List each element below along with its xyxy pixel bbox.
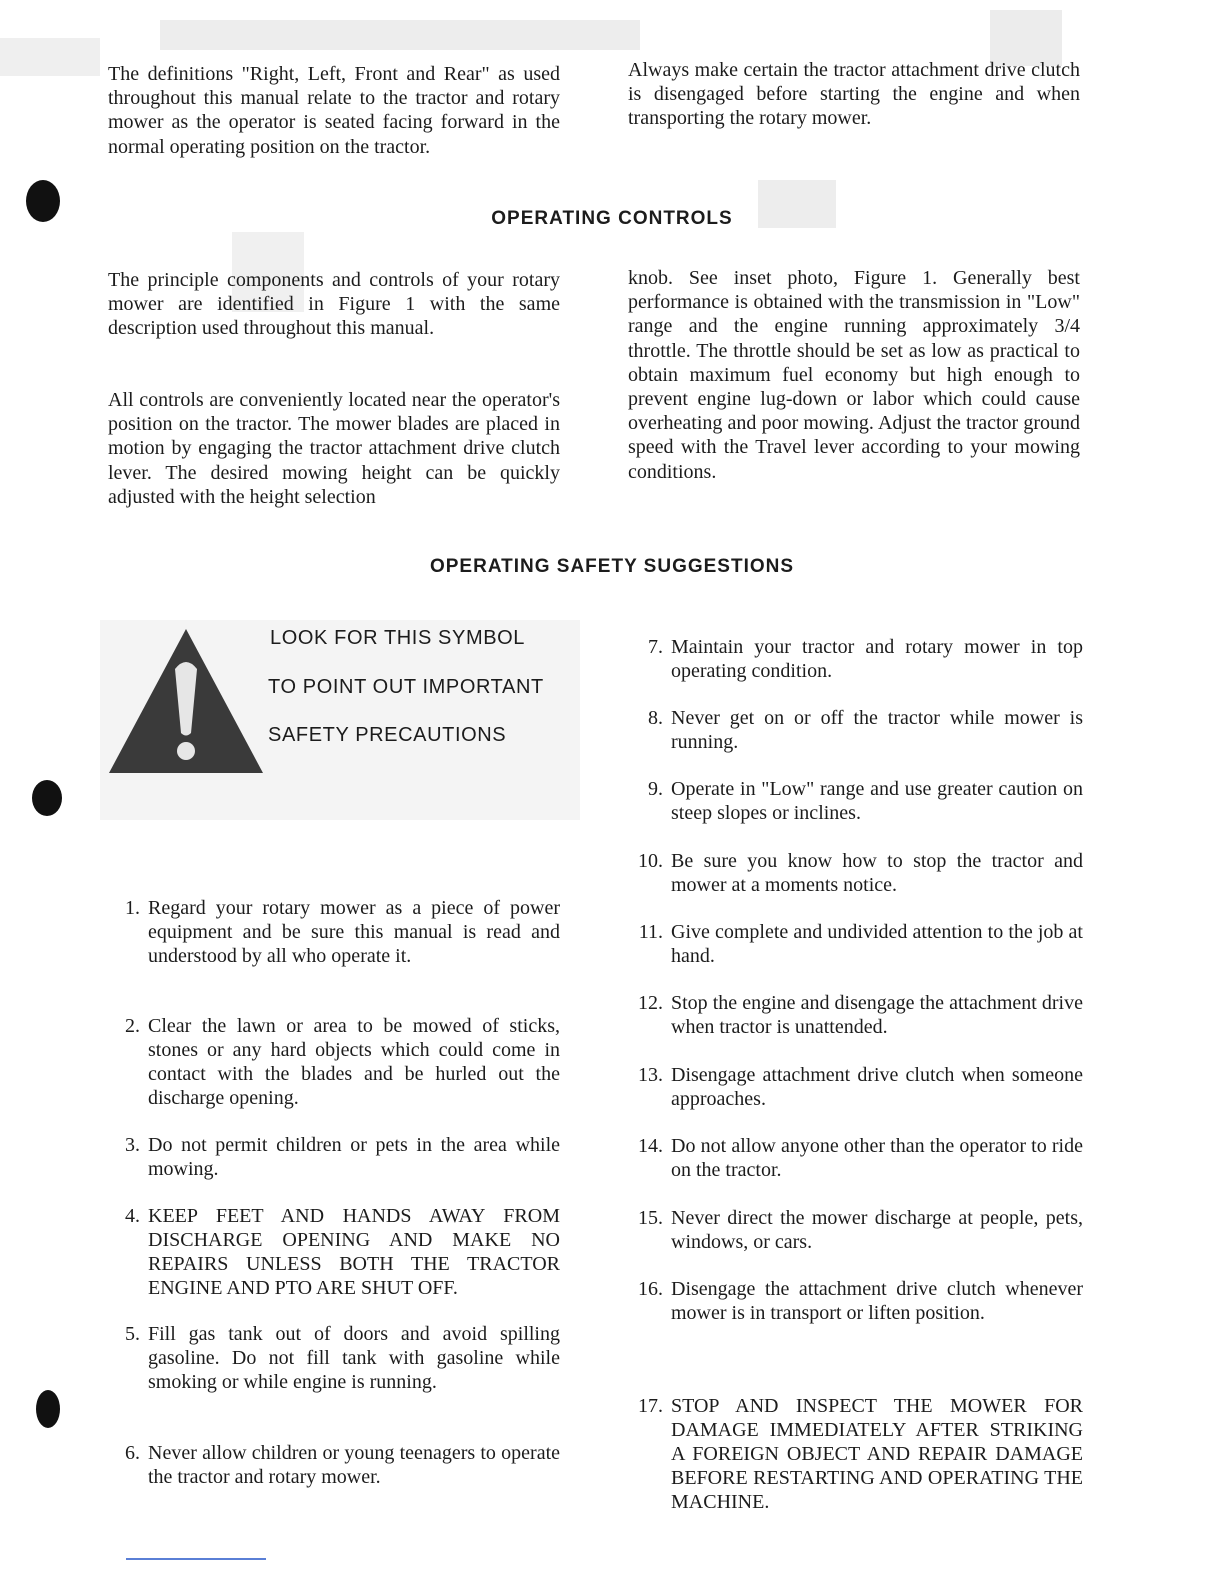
scan-smudge-top-left [0,38,100,76]
symbol-caption-line-3: SAFETY PRECAUTIONS [268,724,507,746]
item-number: 11. [638,921,663,943]
controls-right-paragraph: knob. See inset photo, Figure 1. Generally best performance is obtained with the transmission in "Low" range and the engine running approximately 3/4 throttle. The throttle should be set as low as practical to obtain maximum fuel economy but high enough to prevent engine lug-down or labor which could cause overheating and poor mowing. Adjust the tractor ground speed with the Travel lever according to your mowing conditions. [628,267,1080,483]
item-number: 17. [638,1395,663,1417]
item-number: 13. [638,1064,663,1086]
item-number: 12. [638,992,663,1014]
operating-controls-heading: OPERATING CONTROLS [491,208,733,229]
controls-left-paragraph-2: All controls are conveniently located near the operator's position on the tractor. The mower blades are placed in motion by engaging the tractor attachment drive clutch lever. The desired mowing height can be quickly adjusted with the height selection [108,389,560,508]
item-number: 4. [125,1205,140,1227]
item-text: Clear the lawn or area to be mowed of sticks, stones or any hard objects which could come in contact with the blades and be hurled out the discharge opening. [148,1015,560,1109]
binder-hole-2 [32,780,62,816]
item-text: Maintain your tractor and rotary mower in top operating condition. [671,636,1083,682]
safety-item-9 [648,777,1083,825]
item-text: Never get on or off the tractor while mower is running. [671,707,1083,753]
safety-item-14 [638,1134,1083,1182]
safety-item-5 [125,1322,560,1394]
footer-rule [126,1558,266,1560]
item-number: 7. [648,636,663,658]
safety-item-3 [125,1133,560,1181]
intro-right-paragraph: Always make certain the tractor attachment drive clutch is disengaged before starting the engine and when transporting the rotary mower. [628,59,1080,130]
item-number: 5. [125,1323,140,1345]
item-number: 16. [638,1278,663,1300]
item-number: 10. [638,850,663,872]
item-number: 3. [125,1134,140,1156]
item-text: Operate in "Low" range and use greater caution on steep slopes or inclines. [671,778,1083,824]
item-text: Fill gas tank out of doors and avoid spilling gasoline. Do not fill tank with gasoline while smoking or while engine is running. [148,1323,560,1393]
item-number: 2. [125,1015,140,1037]
item-number: 6. [125,1442,140,1464]
item-number: 14. [638,1135,663,1157]
item-number: 1. [125,897,140,919]
safety-item-2 [125,1014,560,1110]
item-number: 9. [648,778,663,800]
item-text: Do not allow anyone other than the operator to ride on the tractor. [671,1135,1083,1181]
safety-item-4 [125,1204,560,1300]
symbol-caption-line-1: LOOK FOR THIS SYMBOL [270,627,526,649]
item-text: STOP AND INSPECT THE MOWER FOR DAMAGE IMMEDIATELY AFTER STRIKING A FOREIGN OBJECT AND REPAIR DAMAGE BEFORE RESTARTING AND OPERATING THE MACHINE. [671,1395,1083,1513]
item-text: Be sure you know how to stop the tractor and mower at a moments notice. [671,850,1083,896]
safety-item-17 [638,1394,1083,1514]
item-text: KEEP FEET AND HANDS AWAY FROM DISCHARGE OPENING AND MAKE NO REPAIRS UNLESS BOTH THE TRACTOR ENGINE AND PTO ARE SHUT OFF. [148,1205,560,1299]
item-number: 15. [638,1207,663,1229]
safety-item-12 [638,991,1083,1039]
item-text: Give complete and undivided attention to the job at hand. [671,921,1083,967]
scan-smudge-top-band [160,20,640,50]
item-text: Do not permit children or pets in the area while mowing. [148,1134,560,1180]
item-text: Never direct the mower discharge at people, pets, windows, or cars. [671,1207,1083,1253]
safety-item-16 [638,1277,1083,1325]
safety-item-15 [638,1206,1083,1254]
item-text: Disengage the attachment drive clutch whenever mower is in transport or liften position. [671,1278,1083,1324]
intro-left-paragraph: The definitions "Right, Left, Front and Rear" as used throughout this manual relate to the tractor and rotary mower as the operator is seated facing forward in the normal operating position on the tractor. [108,63,560,158]
binder-hole-3 [36,1390,60,1428]
item-text: Stop the engine and disengage the attachment drive when tractor is unattended. [671,992,1083,1038]
safety-item-6 [125,1441,560,1489]
safety-item-11 [638,920,1083,968]
warning-triangle-icon [105,625,267,777]
controls-left-paragraph-1: The principle components and controls of your rotary mower are identified in Figure 1 with the same description used throughout this manual. [108,269,560,340]
item-text: Disengage attachment drive clutch when someone approaches. [671,1064,1083,1110]
symbol-caption-line-2: TO POINT OUT IMPORTANT [268,676,544,698]
item-text: Never allow children or young teenagers to operate the tractor and rotary mower. [148,1442,560,1488]
safety-item-7 [648,635,1083,683]
safety-item-8 [648,706,1083,754]
safety-item-10 [638,849,1083,897]
safety-item-13 [638,1063,1083,1111]
safety-item-1 [125,896,560,968]
item-text: Regard your rotary mower as a piece of power equipment and be sure this manual is read and understood by all who operate it. [148,897,560,967]
safety-heading: OPERATING SAFETY SUGGESTIONS [429,556,795,577]
item-number: 8. [648,707,663,729]
